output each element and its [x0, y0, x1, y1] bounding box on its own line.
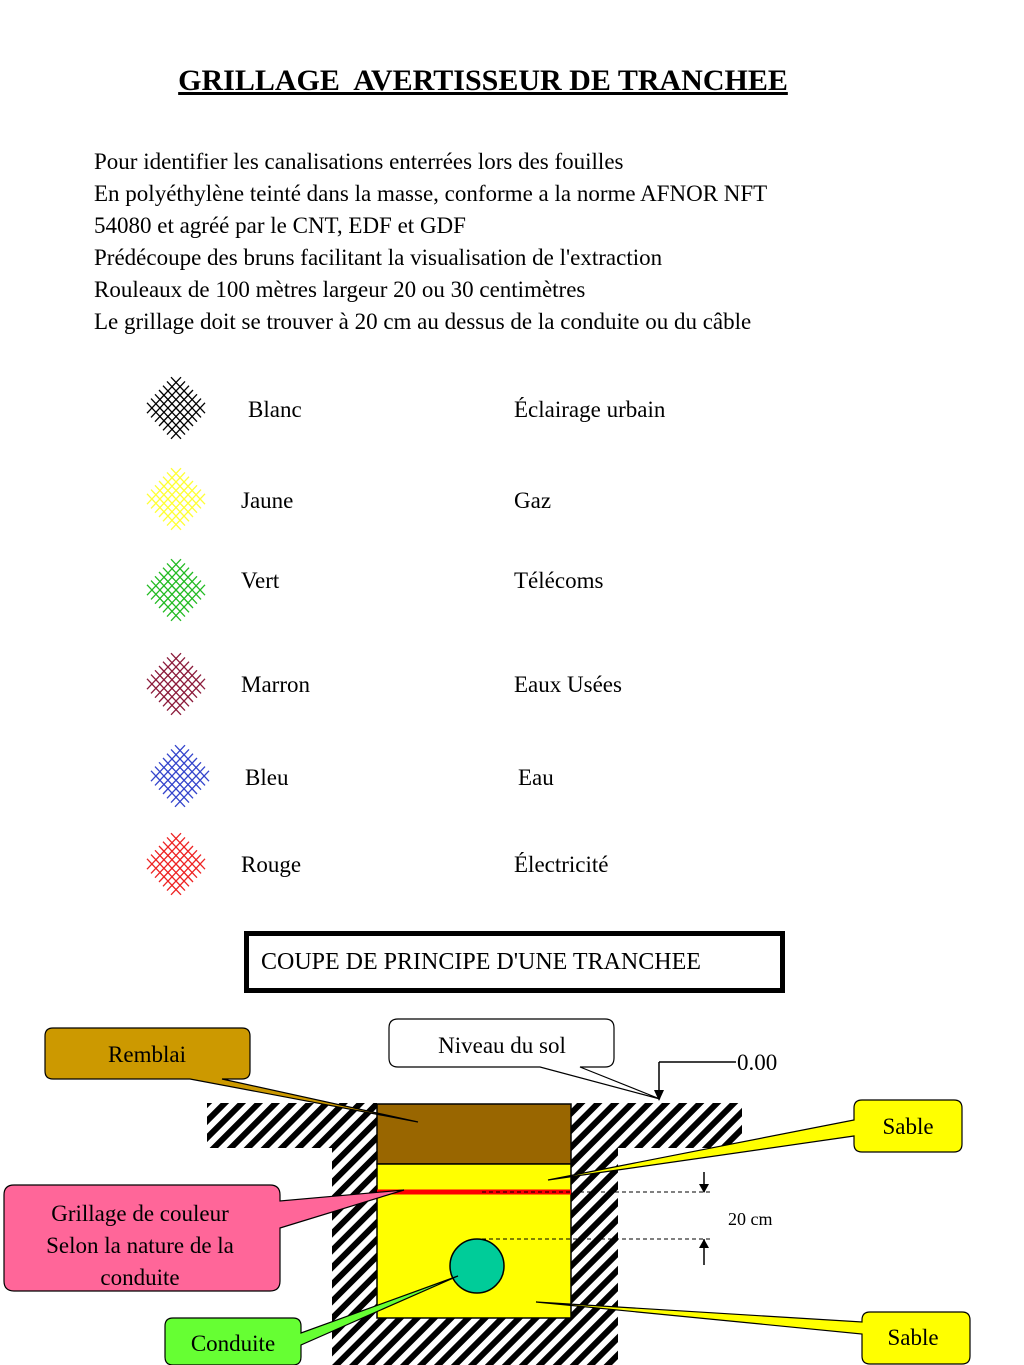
dimension-label: 20 cm: [728, 1209, 773, 1229]
color-name-jaune: Jaune: [241, 488, 294, 513]
intro-line: Rouleaux de 100 mètres largeur 20 ou 30 centimètres: [94, 277, 586, 302]
color-name-vert: Vert: [241, 568, 280, 593]
sable-top-label: Sable: [882, 1114, 934, 1139]
network-electricite: Électricité: [514, 852, 609, 877]
network-eaux-usees: Eaux Usées: [514, 672, 622, 697]
grillage-label-line2: Selon la nature de la: [46, 1233, 234, 1258]
color-name-marron: Marron: [241, 672, 310, 697]
trench-floor: [377, 1318, 571, 1365]
intro-line: En polyéthylène teinté dans la masse, conforme a la norme AFNOR NFT: [94, 181, 768, 206]
net-icon-bleu: [148, 741, 212, 811]
intro-line: Le grillage doit se trouver à 20 cm au dessus de la conduite ou du câble: [94, 309, 752, 334]
intro-line: Prédécoupe des bruns facilitant la visualisation de l'extraction: [94, 245, 663, 270]
trench-diagram: [0, 1000, 1024, 1365]
remblai-label: Remblai: [108, 1042, 186, 1067]
conduite-label: Conduite: [190, 1331, 276, 1356]
trench-wall-left: [332, 1148, 377, 1365]
net-icon-jaune: [144, 464, 208, 534]
level-value: 0.00: [737, 1050, 778, 1075]
intro-line: Pour identifier les canalisations enterrées lors des fouilles: [94, 149, 624, 174]
net-icon-rouge: [144, 829, 208, 899]
remblai-layer: [377, 1104, 571, 1164]
pipe-circle: [450, 1239, 504, 1293]
color-name-rouge: Rouge: [241, 852, 302, 877]
section-title: COUPE DE PRINCIPE D'UNE TRANCHEE: [244, 931, 785, 993]
network-eclairage: Éclairage urbain: [514, 397, 666, 422]
ground-right: [571, 1103, 742, 1148]
intro-text: [94, 146, 767, 338]
grillage-label-line1: Grillage de couleur: [51, 1201, 229, 1226]
trench-wall-right: [571, 1148, 618, 1365]
net-icon-blanc: [144, 373, 208, 443]
niveau-callout: [389, 1019, 660, 1099]
sable-bottom-label: Sable: [887, 1325, 939, 1350]
network-eau: Eau: [518, 765, 554, 790]
intro-line: 54080 et agréé par le CNT, EDF et GDF: [94, 213, 466, 238]
net-icon-marron: [144, 649, 208, 719]
color-name-bleu: Bleu: [245, 765, 289, 790]
net-icon-vert: [144, 555, 208, 625]
dim-arrowhead-bottom: [699, 1239, 709, 1248]
network-gaz: Gaz: [514, 488, 552, 513]
page-title: GRILLAGE AVERTISSEUR DE TRANCHEE: [178, 64, 788, 97]
grillage-label-line3: conduite: [100, 1265, 180, 1290]
color-name-blanc: Blanc: [248, 397, 302, 422]
niveau-label: Niveau du sol: [438, 1033, 566, 1058]
network-telecoms: Télécoms: [514, 568, 604, 593]
